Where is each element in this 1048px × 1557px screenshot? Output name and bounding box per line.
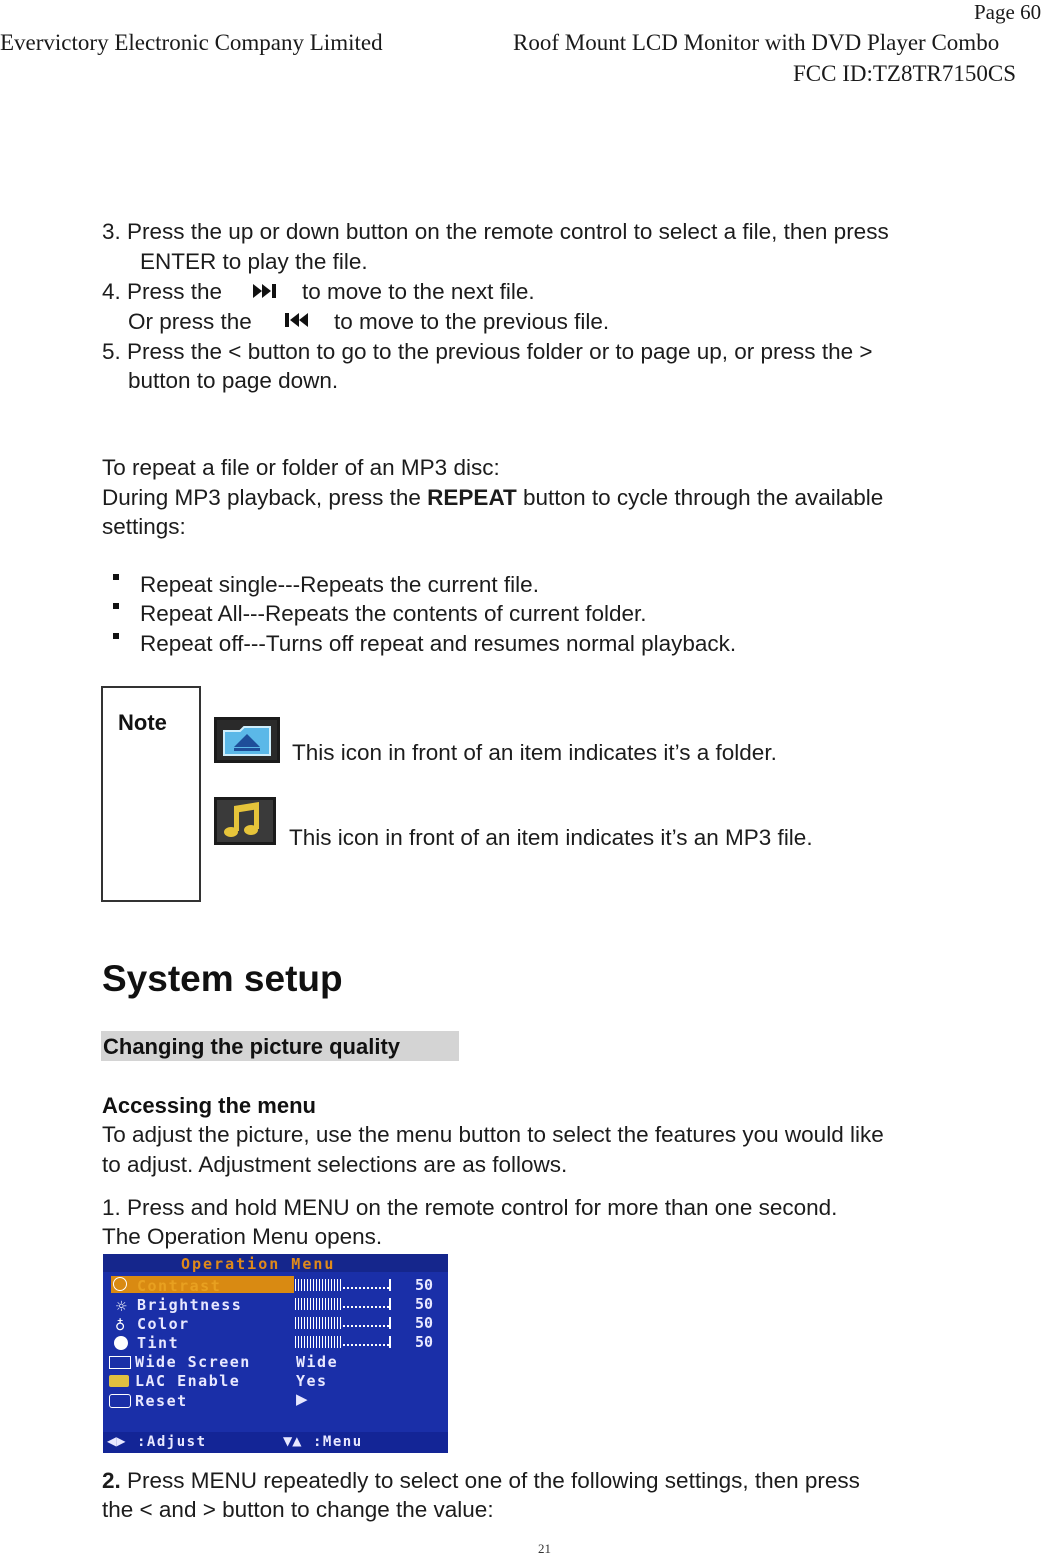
menu-item-reset: Reset: [135, 1392, 188, 1410]
step-4b-prefix: Or press the: [128, 309, 252, 334]
subsection-title: Changing the picture quality: [103, 1034, 401, 1059]
up-down-arrows-icon: ▼▲: [283, 1434, 302, 1448]
menu-item-wide-screen: Wide Screen: [135, 1353, 251, 1371]
step-2-number: 2.: [102, 1468, 121, 1493]
repeat-heading: To repeat a file or folder of an MP3 disc:: [102, 455, 500, 480]
brightness-level-bar: [295, 1298, 391, 1310]
repeat-intro-prefix: During MP3 playback, press the: [102, 485, 421, 510]
footer-menu: :Menu: [313, 1434, 363, 1450]
repeat-bullet-2: Repeat All---Repeats the contents of current folder.: [140, 601, 647, 626]
repeat-intro-line-2: settings:: [102, 514, 186, 539]
operation-menu-screenshot: [103, 1254, 448, 1453]
menu-item-lac-enable: LAC Enable: [135, 1372, 241, 1390]
contrast-icon: [113, 1277, 127, 1291]
color-level-bar: [295, 1317, 391, 1329]
step-3-line-2: ENTER to play the file.: [140, 249, 368, 274]
step-2-text: Press MENU repeatedly to select one of the following settings, then press: [127, 1468, 860, 1493]
reset-arrow-icon: ▶: [296, 1390, 308, 1408]
note-box: [101, 686, 201, 902]
brightness-icon: ☼: [115, 1299, 128, 1315]
lac-enable-value: Yes: [296, 1372, 328, 1390]
left-right-arrows-icon: ◀▶: [107, 1434, 126, 1448]
access-heading: Accessing the menu: [102, 1093, 316, 1118]
step-2-line-1: [102, 1468, 860, 1494]
menu-item-color: Color: [137, 1315, 190, 1333]
note-label: Note: [118, 710, 167, 735]
step-3-line-1: 3. Press the up or down button on the remote control to select a file, then press: [102, 219, 889, 244]
contrast-value: 50: [415, 1276, 434, 1294]
product-name: Roof Mount LCD Monitor with DVD Player Combo: [513, 30, 1000, 55]
folder-icon: [214, 717, 280, 763]
bullet-icon: [113, 631, 121, 639]
repeat-button-name: REPEAT: [427, 485, 517, 510]
mp3-icon-description: This icon in front of an item indicates it’s an MP3 file.: [289, 825, 813, 850]
menu-item-contrast: Contrast: [137, 1277, 222, 1295]
lac-icon: [109, 1375, 129, 1387]
repeat-intro: [102, 485, 883, 511]
bullet-icon: [113, 572, 121, 580]
access-line-2: to adjust. Adjustment selections are as follows.: [102, 1152, 568, 1177]
folder-icon-description: This icon in front of an item indicates it’s a folder.: [292, 740, 777, 765]
menu-item-brightness: Brightness: [137, 1296, 243, 1314]
tint-level-bar: [295, 1336, 391, 1348]
music-file-icon: [214, 797, 276, 845]
reset-icon: [109, 1394, 131, 1408]
next-track-icon: [252, 283, 282, 299]
tint-value: 50: [415, 1333, 434, 1351]
menu-title: Operation Menu: [181, 1255, 336, 1273]
access-line-1: To adjust the picture, use the menu button to select the features you would like: [102, 1122, 884, 1147]
step-2-line-2: the < and > button to change the value:: [102, 1497, 494, 1522]
menu-item-tint: Tint: [137, 1334, 180, 1352]
company-name: Evervictory Electronic Company Limited: [0, 30, 383, 55]
color-icon: ♁: [115, 1318, 126, 1334]
bullet-icon: [113, 601, 121, 609]
contrast-level-bar: [295, 1279, 391, 1291]
step-4b-suffix: to move to the previous file.: [334, 309, 610, 334]
wide-screen-value: Wide: [296, 1353, 339, 1371]
footer-adjust: :Adjust: [137, 1434, 207, 1450]
step-1-line-2: The Operation Menu opens.: [102, 1224, 383, 1249]
step-5-line-2: button to page down.: [128, 368, 339, 393]
section-title: System setup: [102, 958, 343, 999]
wide-screen-icon: [109, 1356, 131, 1369]
brightness-value: 50: [415, 1295, 434, 1313]
step-5-line-1: 5. Press the < button to go to the previous folder or to page up, or press the >: [102, 339, 873, 364]
previous-track-icon: [284, 312, 314, 328]
step-4-prefix: 4. Press the: [102, 279, 223, 304]
color-value: 50: [415, 1314, 434, 1332]
page-label: Page 60: [974, 0, 1042, 24]
page-number: 21: [538, 1541, 551, 1556]
repeat-intro-suffix: button to cycle through the available: [523, 485, 884, 510]
repeat-bullet-3: Repeat off---Turns off repeat and resumes normal playback.: [140, 631, 737, 656]
step-4-suffix: to move to the next file.: [302, 279, 535, 304]
repeat-bullet-1: Repeat single---Repeats the current file.: [140, 572, 539, 597]
tint-icon: [114, 1336, 128, 1350]
step-1-line-1: 1. Press and hold MENU on the remote control for more than one second.: [102, 1195, 838, 1220]
fcc-id: FCC ID:TZ8TR7150CS: [793, 61, 1017, 86]
